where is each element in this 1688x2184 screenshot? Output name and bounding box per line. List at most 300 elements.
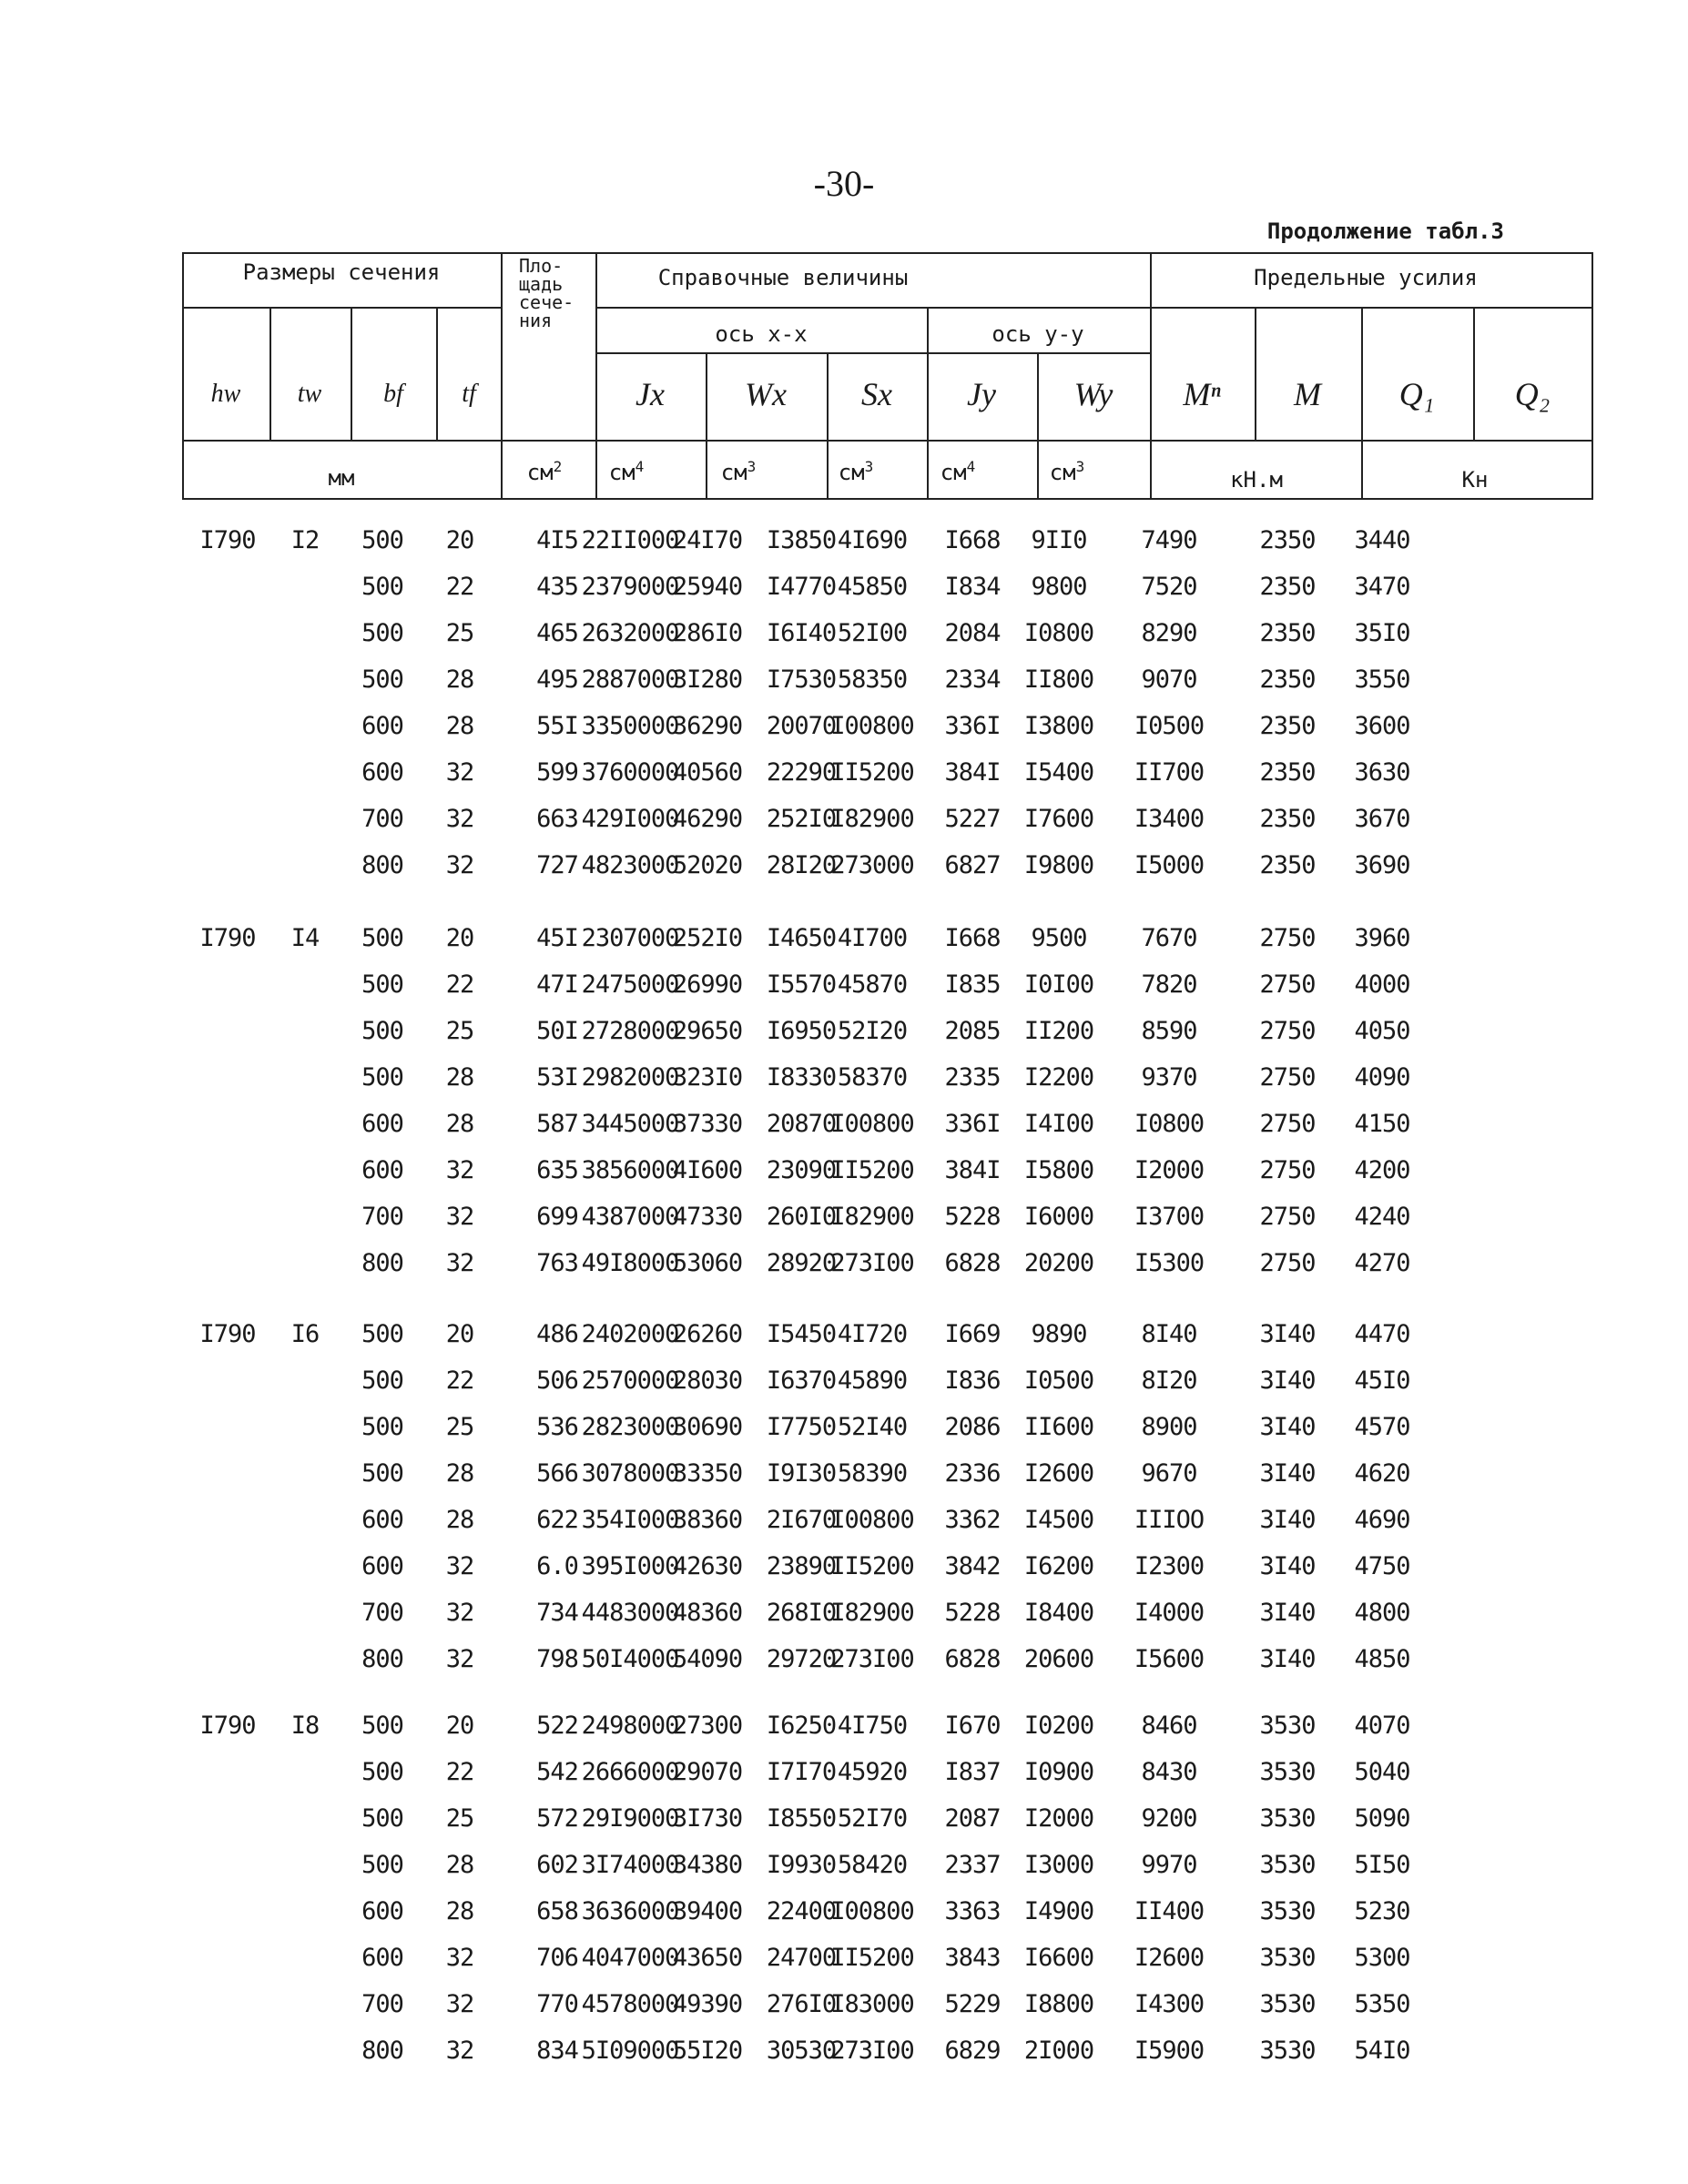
cell-tw: I6 [290, 1320, 320, 1348]
cell-q1: 2750 [1259, 1017, 1316, 1045]
cell-tf: 22 [445, 1758, 474, 1786]
cell-tf: 25 [445, 1804, 474, 1833]
cell-area: 770 [536, 1990, 578, 2018]
cell-wy: 3363 [944, 1897, 1001, 1925]
cell-q2: 3600 [1354, 712, 1410, 740]
cell-wx: 47330 [672, 1203, 743, 1231]
cell-jx: 50I4000 [581, 1645, 679, 1673]
cell-wx: 37330 [672, 1110, 743, 1138]
cell-jy: 52I00 [837, 619, 908, 647]
header-rule-v [1037, 352, 1039, 500]
cell-tf: 32 [445, 1645, 474, 1673]
cell-mn: 9II0 [1031, 526, 1087, 554]
header-limit-forces: Предельные усилия [1254, 265, 1478, 290]
cell-mn: 20600 [1023, 1645, 1094, 1673]
cell-wx: 27300 [672, 1712, 743, 1740]
cell-q2: 4240 [1354, 1203, 1410, 1231]
cell-sx: 23890 [766, 1552, 837, 1580]
cell-tf: 32 [445, 1599, 474, 1627]
cell-jx: 395I000 [581, 1552, 679, 1580]
cell-q2: 3630 [1354, 758, 1410, 787]
cell-m: 8I40 [1141, 1320, 1197, 1348]
cell-mn: 20200 [1023, 1249, 1094, 1277]
cell-jy: 45890 [837, 1366, 908, 1395]
cell-q1: 2750 [1259, 970, 1316, 999]
cell-m: I5300 [1134, 1249, 1205, 1277]
header-reference-values: Справочные величины [657, 265, 909, 290]
cell-tf: 20 [445, 924, 474, 952]
cell-tf: 22 [445, 970, 474, 999]
cell-tf: 32 [445, 1203, 474, 1231]
cell-q1: 2350 [1259, 805, 1316, 833]
cell-wx: 4I600 [672, 1156, 743, 1184]
cell-tf: 25 [445, 1413, 474, 1441]
cell-q2: 4000 [1354, 970, 1410, 999]
cell-jy: 52I20 [837, 1017, 908, 1045]
cell-wx: 42630 [672, 1552, 743, 1580]
cell-mn: I4900 [1023, 1897, 1094, 1925]
cell-q1: 3530 [1259, 1758, 1316, 1786]
cell-jy: I00800 [830, 712, 914, 740]
cell-wy: 5229 [944, 1990, 1001, 2018]
cell-q1: 3530 [1259, 1990, 1316, 2018]
cell-bf: 600 [361, 1944, 403, 1972]
cell-bf: 500 [361, 665, 403, 694]
cell-q1: 2750 [1259, 1156, 1316, 1184]
cell-m: 8900 [1141, 1413, 1197, 1441]
cell-jy: 273I00 [830, 1645, 914, 1673]
cell-wy: 5227 [944, 805, 1001, 833]
page-number: -30- [813, 163, 875, 204]
cell-m: IIIOO [1134, 1506, 1205, 1534]
cell-jx: 3760000 [581, 758, 679, 787]
cell-tf: 28 [445, 665, 474, 694]
cell-jx: 3856000 [581, 1156, 679, 1184]
unit-power: 4 [966, 458, 976, 475]
cell-m: I2000 [1134, 1156, 1205, 1184]
cell-wx: 29650 [672, 1017, 743, 1045]
cell-jx: 2475000 [581, 970, 679, 999]
cell-bf: 500 [361, 924, 403, 952]
cell-area: 587 [536, 1110, 578, 1138]
cell-area: 45I [536, 924, 578, 952]
cell-tf: 25 [445, 619, 474, 647]
header-rule-top [182, 252, 1593, 254]
cell-jy: I00800 [830, 1897, 914, 1925]
header-rule-v [351, 307, 352, 440]
cell-jy: 58350 [837, 665, 908, 694]
cell-jx: 2982000 [581, 1063, 679, 1092]
header-rule-v [1150, 252, 1152, 500]
cell-bf: 500 [361, 1804, 403, 1833]
cell-sx: I7530 [766, 665, 837, 694]
cell-jx: 3I74000 [581, 1851, 679, 1879]
cell-q2: 4570 [1354, 1413, 1410, 1441]
cell-q2: 4150 [1354, 1110, 1410, 1138]
cell-sx: I7I70 [766, 1758, 837, 1786]
cell-mn: I5400 [1023, 758, 1094, 787]
cell-wy: 6828 [944, 1645, 1001, 1673]
cell-q2: 4750 [1354, 1552, 1410, 1580]
cell-q1: 3530 [1259, 1712, 1316, 1740]
cell-bf: 500 [361, 573, 403, 601]
cell-m: I2600 [1134, 1944, 1205, 1972]
cell-bf: 500 [361, 1712, 403, 1740]
cell-q1: 3I40 [1259, 1366, 1316, 1395]
cell-area: 495 [536, 665, 578, 694]
cell-area: 536 [536, 1413, 578, 1441]
cell-m: II400 [1134, 1897, 1205, 1925]
cell-q2: 4070 [1354, 1712, 1410, 1740]
symbol-wx: Wx [745, 376, 787, 412]
cell-sx: I7750 [766, 1413, 837, 1441]
cell-area: 522 [536, 1712, 578, 1740]
cell-jy: I82900 [830, 1203, 914, 1231]
cell-sx: 30530 [766, 2037, 837, 2065]
cell-bf: 800 [361, 1249, 403, 1277]
unit-text: см [526, 460, 554, 485]
cell-q2: 3670 [1354, 805, 1410, 833]
cell-area: 486 [536, 1320, 578, 1348]
cell-bf: 500 [361, 1017, 403, 1045]
cell-jy: 45920 [837, 1758, 908, 1786]
cell-jx: 2632000 [581, 619, 679, 647]
header-rule-v [1591, 252, 1593, 500]
cell-tf: 28 [445, 1110, 474, 1138]
cell-tf: 32 [445, 1552, 474, 1580]
cell-m: I5900 [1134, 2037, 1205, 2065]
cell-q2: 4090 [1354, 1063, 1410, 1092]
cell-q2: 4690 [1354, 1506, 1410, 1534]
cell-jy: I00800 [830, 1506, 914, 1534]
cell-q1: 2350 [1259, 526, 1316, 554]
cell-wy: 384I [944, 1156, 1001, 1184]
cell-q1: 3530 [1259, 1804, 1316, 1833]
cell-m: 8460 [1141, 1712, 1197, 1740]
unit-wx [721, 458, 757, 485]
cell-jx: 2887000 [581, 665, 679, 694]
cell-sx: 20070 [766, 712, 837, 740]
cell-bf: 700 [361, 1599, 403, 1627]
cell-jy: I82900 [830, 805, 914, 833]
cell-mn: 2I000 [1023, 2037, 1094, 2065]
header-rule-group [595, 307, 1150, 309]
cell-q2: 3440 [1354, 526, 1410, 554]
cell-mn: I0200 [1023, 1712, 1094, 1740]
cell-wx: 323I0 [672, 1063, 743, 1092]
cell-jx: 3636000 [581, 1897, 679, 1925]
cell-q2: 3690 [1354, 851, 1410, 879]
cell-tf: 22 [445, 1366, 474, 1395]
cell-jy: 4I750 [837, 1712, 908, 1740]
cell-jx: 2498000 [581, 1712, 679, 1740]
unit-power: 3 [1075, 458, 1085, 475]
cell-jx: 4578000 [581, 1990, 679, 2018]
cell-bf: 500 [361, 970, 403, 999]
cell-wx: 3I730 [672, 1804, 743, 1833]
cell-m: I4000 [1134, 1599, 1205, 1627]
cell-area: 602 [536, 1851, 578, 1879]
cell-q1: 2750 [1259, 1203, 1316, 1231]
header-area-line: Пло- [519, 255, 564, 277]
cell-m: 9200 [1141, 1804, 1197, 1833]
header-rule-v [706, 352, 707, 500]
cell-tf: 32 [445, 1249, 474, 1277]
header-rule-v [927, 307, 929, 500]
unit-wy [1050, 458, 1085, 485]
cell-sx: 252I0 [766, 805, 837, 833]
cell-q2: 3470 [1354, 573, 1410, 601]
cell-sx: I6I40 [766, 619, 837, 647]
cell-q1: 2350 [1259, 758, 1316, 787]
cell-q1: 2350 [1259, 619, 1316, 647]
cell-wx: 55I20 [672, 2037, 743, 2065]
cell-sx: I9930 [766, 1851, 837, 1879]
cell-q2: 4800 [1354, 1599, 1410, 1627]
unit-text: см [1049, 460, 1076, 485]
header-rule-v [501, 252, 503, 500]
cell-tf: 20 [445, 1712, 474, 1740]
cell-q2: 4470 [1354, 1320, 1410, 1348]
cell-mn: I9800 [1023, 851, 1094, 879]
cell-bf: 500 [361, 526, 403, 554]
cell-wy: I668 [944, 526, 1001, 554]
cell-mn: I0900 [1023, 1758, 1094, 1786]
cell-hw: I790 [199, 924, 256, 952]
cell-wx: 39400 [672, 1897, 743, 1925]
cell-jy: I00800 [830, 1110, 914, 1138]
cell-jy: 52I70 [837, 1804, 908, 1833]
cell-tf: 28 [445, 712, 474, 740]
unit-moment: кН.м [1230, 467, 1283, 493]
cell-wy: 3362 [944, 1506, 1001, 1534]
cell-jy: I82900 [830, 1599, 914, 1627]
cell-wy: 6828 [944, 1249, 1001, 1277]
cell-jx: 2307000 [581, 924, 679, 952]
cell-m: 7820 [1141, 970, 1197, 999]
cell-wx: 52020 [672, 851, 743, 879]
cell-bf: 600 [361, 712, 403, 740]
cell-sx: 268I0 [766, 1599, 837, 1627]
cell-jx: 22II000 [581, 526, 679, 554]
header-area-line: ния [519, 310, 553, 331]
cell-tf: 25 [445, 1017, 474, 1045]
cell-bf: 500 [361, 1413, 403, 1441]
cell-wx: 48360 [672, 1599, 743, 1627]
cell-sx: 28I20 [766, 851, 837, 879]
cell-jy: 58370 [837, 1063, 908, 1092]
cell-m: 9670 [1141, 1459, 1197, 1488]
cell-m: 7490 [1141, 526, 1197, 554]
cell-wx: 26990 [672, 970, 743, 999]
cell-area: 542 [536, 1758, 578, 1786]
symbol-tf: tf [462, 380, 476, 408]
cell-wy: I670 [944, 1712, 1001, 1740]
cell-area: 658 [536, 1897, 578, 1925]
cell-q1: 3I40 [1259, 1506, 1316, 1534]
cell-bf: 800 [361, 2037, 403, 2065]
cell-q1: 3I40 [1259, 1320, 1316, 1348]
header-rule-symbols [182, 440, 1593, 442]
cell-q2: 4620 [1354, 1459, 1410, 1488]
header-rule-group [182, 307, 501, 309]
cell-jy: 4I700 [837, 924, 908, 952]
cell-area: 599 [536, 758, 578, 787]
cell-area: 506 [536, 1366, 578, 1395]
cell-mn: I2200 [1023, 1063, 1094, 1092]
cell-mn: I0800 [1023, 619, 1094, 647]
cell-area: 727 [536, 851, 578, 879]
cell-hw: I790 [199, 1320, 256, 1348]
cell-mn: 9500 [1031, 924, 1087, 952]
cell-mn: I0I00 [1023, 970, 1094, 999]
header-dimensions: Размеры сечения [242, 259, 441, 285]
cell-jx: 4047000 [581, 1944, 679, 1972]
cell-m: 8290 [1141, 619, 1197, 647]
symbol-wy: Wy [1073, 376, 1113, 412]
cell-jx: 4387000 [581, 1203, 679, 1231]
cell-m: I5000 [1134, 851, 1205, 879]
cell-sx: I8330 [766, 1063, 837, 1092]
cell-wy: 336I [944, 1110, 1001, 1138]
header-rule-v [1255, 307, 1256, 440]
cell-q2: 3960 [1354, 924, 1410, 952]
header-rule-v [827, 352, 829, 500]
cell-q1: 2750 [1259, 924, 1316, 952]
header-rule-v [436, 307, 438, 440]
cell-sx: 29720 [766, 1645, 837, 1673]
symbol-jx: Jx [636, 376, 665, 412]
cell-q2: 4850 [1354, 1645, 1410, 1673]
cell-m: I2300 [1134, 1552, 1205, 1580]
cell-mn: II200 [1023, 1017, 1094, 1045]
cell-sx: 23090 [766, 1156, 837, 1184]
header-rule-v [182, 252, 184, 500]
cell-q1: 3I40 [1259, 1599, 1316, 1627]
unit-text: см [940, 460, 967, 485]
cell-tf: 22 [445, 573, 474, 601]
cell-wy: 5228 [944, 1599, 1001, 1627]
cell-hw: I790 [199, 526, 256, 554]
header-rule-v [1473, 307, 1475, 440]
cell-jx: 2570000 [581, 1366, 679, 1395]
cell-bf: 800 [361, 1645, 403, 1673]
cell-wx: 3I280 [672, 665, 743, 694]
cell-q1: 2750 [1259, 1249, 1316, 1277]
cell-wx: 33350 [672, 1459, 743, 1488]
cell-wy: 2334 [944, 665, 1001, 694]
cell-mn: I2600 [1023, 1459, 1094, 1488]
cell-area: 465 [536, 619, 578, 647]
cell-wx: 36290 [672, 712, 743, 740]
cell-mn: I6000 [1023, 1203, 1094, 1231]
unit-jx [609, 458, 645, 485]
cell-q1: 2350 [1259, 851, 1316, 879]
cell-q2: 5230 [1354, 1897, 1410, 1925]
cell-bf: 500 [361, 1366, 403, 1395]
cell-jy: 58420 [837, 1851, 908, 1879]
cell-q2: 5I50 [1354, 1851, 1410, 1879]
cell-mn: I8800 [1023, 1990, 1094, 2018]
cell-mn: I0500 [1023, 1366, 1094, 1395]
cell-m: 9970 [1141, 1851, 1197, 1879]
cell-area: 435 [536, 573, 578, 601]
cell-tw: I8 [290, 1712, 320, 1740]
cell-area: 763 [536, 1249, 578, 1277]
cell-m: I4300 [1134, 1990, 1205, 2018]
cell-m: 9070 [1141, 665, 1197, 694]
cell-wx: 30690 [672, 1413, 743, 1441]
cell-tf: 32 [445, 1990, 474, 2018]
cell-jx: 2728000 [581, 1017, 679, 1045]
cell-bf: 500 [361, 619, 403, 647]
cell-jy: II5200 [830, 1156, 914, 1184]
cell-tf: 20 [445, 1320, 474, 1348]
cell-jy: II5200 [830, 758, 914, 787]
unit-area [527, 458, 563, 485]
cell-tf: 28 [445, 1506, 474, 1534]
cell-q2: 5090 [1354, 1804, 1410, 1833]
cell-mn: I3000 [1023, 1851, 1094, 1879]
cell-wx: 40560 [672, 758, 743, 787]
cell-wx: 29070 [672, 1758, 743, 1786]
cell-m: 7670 [1141, 924, 1197, 952]
cell-q1: 2750 [1259, 1063, 1316, 1092]
cell-wx: 53060 [672, 1249, 743, 1277]
cell-jx: 4823000 [581, 851, 679, 879]
cell-wx: 28030 [672, 1366, 743, 1395]
cell-jx: 4483000 [581, 1599, 679, 1627]
cell-m: II700 [1134, 758, 1205, 787]
symbol-tw: tw [297, 380, 322, 408]
cell-area: 4I5 [536, 526, 578, 554]
cell-q2: 5040 [1354, 1758, 1410, 1786]
cell-m: I3400 [1134, 805, 1205, 833]
header-rule-axis [595, 352, 1150, 354]
cell-wy: 3842 [944, 1552, 1001, 1580]
header-area-line: сече- [519, 291, 575, 313]
symbol-m: M [1294, 376, 1321, 412]
cell-area: 47I [536, 970, 578, 999]
cell-sx: 28920 [766, 1249, 837, 1277]
cell-wx: 24I70 [672, 526, 743, 554]
cell-sx: 24700 [766, 1944, 837, 1972]
cell-jy: 45850 [837, 573, 908, 601]
cell-area: 663 [536, 805, 578, 833]
cell-m: I3700 [1134, 1203, 1205, 1231]
cell-q1: 2350 [1259, 712, 1316, 740]
cell-q1: 2750 [1259, 1110, 1316, 1138]
cell-sx: I9I30 [766, 1459, 837, 1488]
cell-wy: 2087 [944, 1804, 1001, 1833]
cell-area: 572 [536, 1804, 578, 1833]
cell-tf: 28 [445, 1897, 474, 1925]
cell-mn: I4500 [1023, 1506, 1094, 1534]
cell-sx: I6250 [766, 1712, 837, 1740]
cell-m: 9370 [1141, 1063, 1197, 1092]
header-area-line: щадь [519, 273, 564, 295]
cell-bf: 500 [361, 1758, 403, 1786]
cell-jy: 273I00 [830, 2037, 914, 2065]
cell-wx: 34380 [672, 1851, 743, 1879]
cell-jx: 429I000 [581, 805, 679, 833]
cell-tf: 28 [445, 1851, 474, 1879]
cell-q2: 3550 [1354, 665, 1410, 694]
cell-wx: 43650 [672, 1944, 743, 1972]
cell-jx: 2823000 [581, 1413, 679, 1441]
cell-bf: 600 [361, 1897, 403, 1925]
cell-q1: 3530 [1259, 1897, 1316, 1925]
